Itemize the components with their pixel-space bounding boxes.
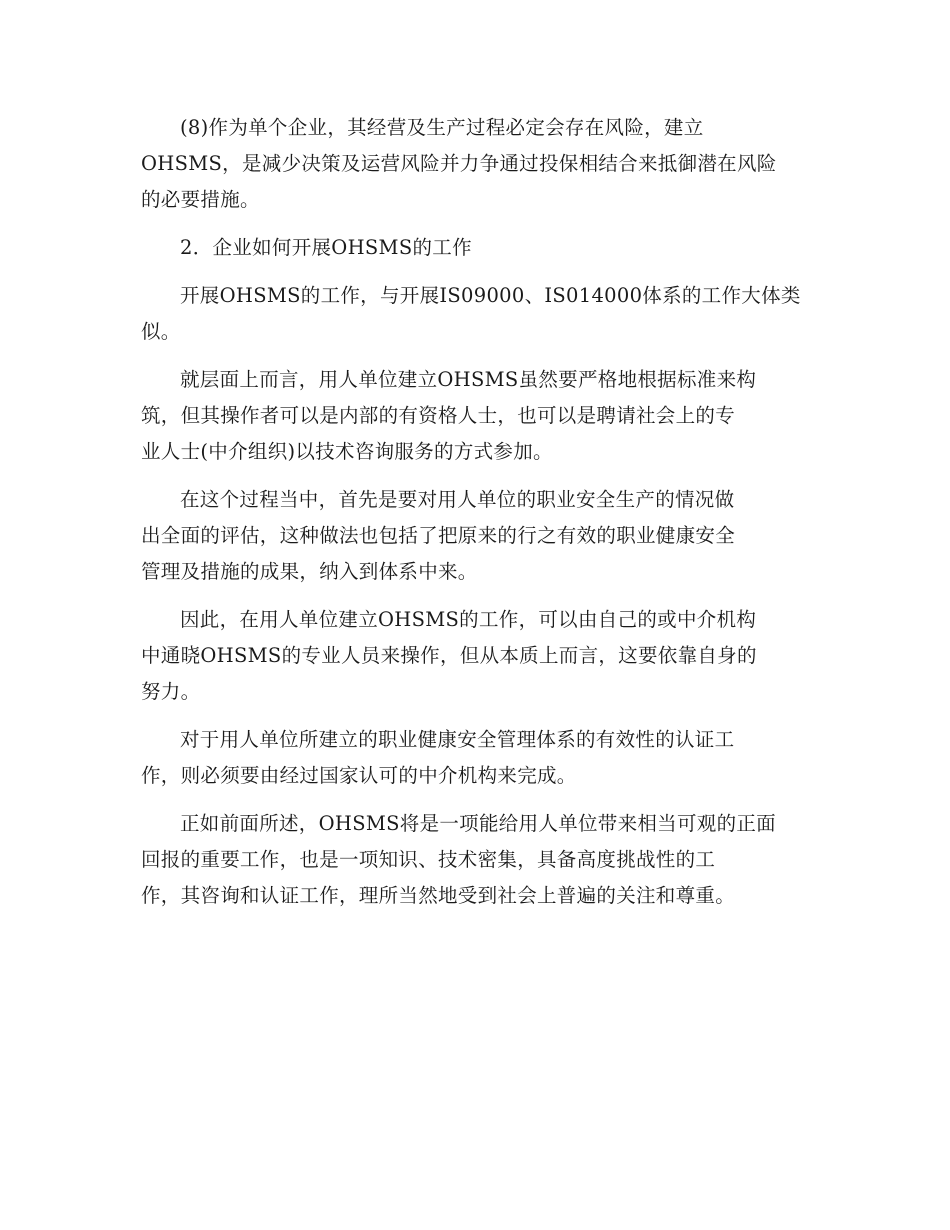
paragraph-assessment	[141, 482, 821, 590]
text-line: 似。	[141, 320, 181, 343]
text-line: 作，则必须要由经过国家认可的中介机构来完成。	[141, 764, 577, 787]
text-line: 筑，但其操作者可以是内部的有资格人士，也可以是聘请社会上的专	[141, 404, 736, 427]
text-line: 中通晓OHSMS的专业人员来操作，但从本质上而言，这要依靠自身的	[141, 644, 757, 667]
text-line: 努力。	[141, 680, 201, 703]
heading-text: 2．企业如何开展OHSMS的工作	[180, 236, 472, 259]
text-line: OHSMS，是减少决策及运营风险并力争通过投保相结合来抵御潜在风险	[141, 152, 777, 175]
text-line: 在这个过程当中，首先是要对用人单位的职业安全生产的情况做	[180, 488, 735, 511]
paragraph-self-reliance	[141, 602, 821, 710]
paragraph-risk-measure	[141, 110, 821, 218]
paragraph-operators	[141, 362, 821, 470]
text-line: 管理及措施的成果，纳入到体系中来。	[141, 560, 478, 583]
text-line: 正如前面所述，OHSMS将是一项能给用人单位带来相当可观的正面	[180, 812, 776, 835]
text-line: 对于用人单位所建立的职业健康安全管理体系的有效性的认证工	[180, 728, 735, 751]
paragraph-similarity	[141, 278, 821, 350]
text-line: 出全面的评估，这种做法也包括了把原来的行之有效的职业健康安全	[141, 524, 736, 547]
text-line: 作，其咨询和认证工作，理所当然地受到社会上普遍的关注和尊重。	[141, 884, 736, 907]
text-line: 业人士(中介组织)以技术咨询服务的方式参加。	[141, 440, 553, 463]
paragraph-certification	[141, 722, 821, 794]
paragraph-conclusion	[141, 806, 821, 914]
text-line: 因此，在用人单位建立OHSMS的工作，可以由自己的或中介机构	[180, 608, 757, 631]
text-line: 的必要措施。	[141, 188, 260, 211]
text-line: (8)作为单个企业，其经营及生产过程必定会存在风险，建立	[180, 116, 704, 139]
text-line: 开展OHSMS的工作，与开展IS09000、IS014000体系的工作大体类	[180, 284, 801, 307]
text-line: 回报的重要工作，也是一项知识、技术密集，具备高度挑战性的工	[141, 848, 716, 871]
document-body	[141, 110, 821, 926]
text-line: 就层面上而言，用人单位建立OHSMS虽然要严格地根据标准来构	[180, 368, 757, 391]
section-heading	[141, 230, 821, 266]
